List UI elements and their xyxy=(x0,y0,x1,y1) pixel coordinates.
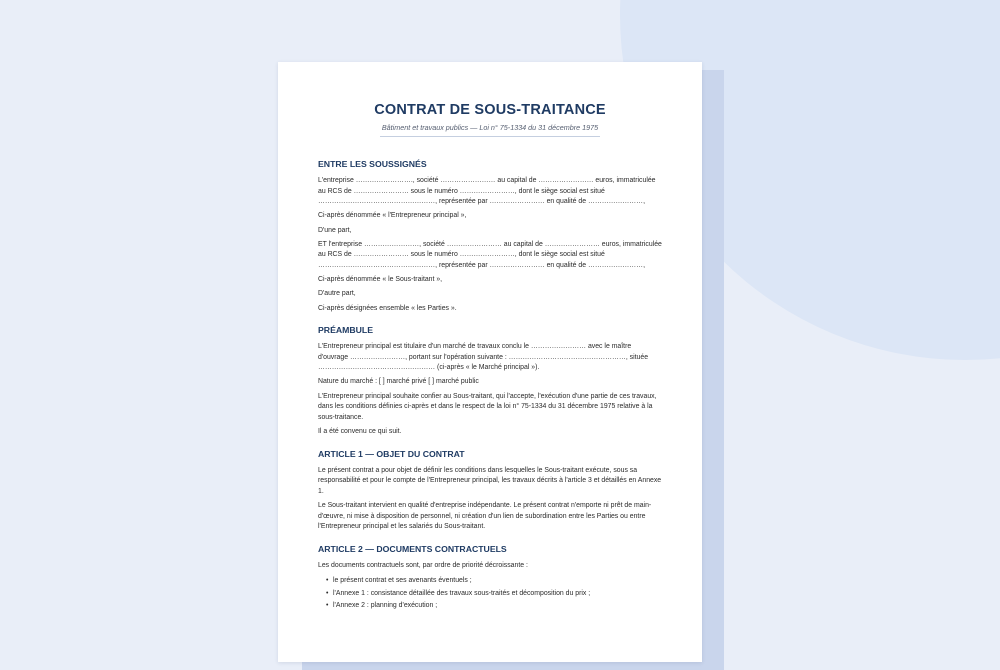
paragraph: L'entreprise ……………………., société …………………… au capital de …………………… euros, immatriculée au RCS de …………………… sous le numéro ……………………, dont le siège social est situé ……………………………………………, représentée par …………………… en qualité de ……………………, xyxy=(318,177,656,206)
section-heading-article-1: ARTICLE 1 — OBJET DU CONTRAT xyxy=(318,448,465,459)
document-body xyxy=(318,158,662,613)
paragraph: Le Sous-traitant intervient en qualité d'entreprise indépendante. Le présent contrat n'emporte ni prêt de main-d'œuvre, ni mise à disposition de personnel, ni création d'un lien de subordination entre les Parties ou entre l'Entrepreneur principal et les salariés du Sous-traitant. xyxy=(318,502,652,531)
title-divider xyxy=(380,136,600,137)
paragraph: D'une part, xyxy=(318,226,352,234)
section-heading-preambule: PRÉAMBULE xyxy=(318,325,374,336)
paragraph: D'autre part, xyxy=(318,290,356,298)
paragraph: L'Entrepreneur principal souhaite confier au Sous-traitant, qui l'accepte, l'exécution d'une partie de ces travaux, dans les conditions définies ci-après et dans le respect de la loi n° 75-1334 du 31 décembre 1975 relative à la sous-traitance. xyxy=(318,392,657,421)
paragraph: Le présent contrat a pour objet de définir les conditions dans lesquelles le Sous-traitant exécute, sous sa responsabilité et pour le compte de l'Entrepreneur principal, les travaux décrits à l'article 3 et détaillés en Annexe 1. xyxy=(318,466,662,495)
list-item: • l'Annexe 1 : consistance détaillée des travaux sous-traités et décomposition du prix ; xyxy=(333,588,662,601)
section-heading-article-2: ARTICLE 2 — DOCUMENTS CONTRACTUELS xyxy=(318,543,507,554)
document-page xyxy=(278,62,702,662)
paragraph: Ci-après dénommée « le Sous-traitant », xyxy=(318,276,443,284)
paragraph: Ci-après désignées ensemble « les Parties ». xyxy=(318,304,457,312)
paragraph: Les documents contractuels sont, par ordre de priorité décroissante : xyxy=(318,561,528,569)
paragraph: ET l'entreprise ……………………, société …………………… au capital de …………………… euros, immatriculée au RCS de …………………… sous le numéro ……………………, dont le siège social est situé ……………………………………………, représentée par …………………… en qualité de ……………………, xyxy=(318,240,662,269)
document-title: CONTRAT DE SOUS-TRAITANCE xyxy=(374,102,606,118)
list-item: • le présent contrat et ses avenants éventuels ; xyxy=(333,575,662,588)
list-item: • l'Annexe 2 : planning d'exécution ; xyxy=(333,600,662,613)
paragraph: L'Entrepreneur principal est titulaire d'un marché de travaux conclu le …………………… avec le maître d'ouvrage ……………………, portant sur l'opération suivante : ……………………………………………, située …………………………………………… (ci-après « le Marché principal »). xyxy=(318,343,649,372)
document-subtitle: Bâtiment et travaux publics — Loi n° 75-1334 du 31 décembre 1975 xyxy=(381,123,599,132)
document-list xyxy=(318,575,662,613)
paragraph: Ci-après dénommée « l'Entrepreneur principal », xyxy=(318,212,467,220)
section-heading-parties: ENTRE LES SOUSSIGNÉS xyxy=(318,159,427,169)
paragraph: Nature du marché : [ ] marché privé [ ] marché public xyxy=(318,378,479,386)
paragraph: Il a été convenu ce qui suit. xyxy=(318,428,402,436)
